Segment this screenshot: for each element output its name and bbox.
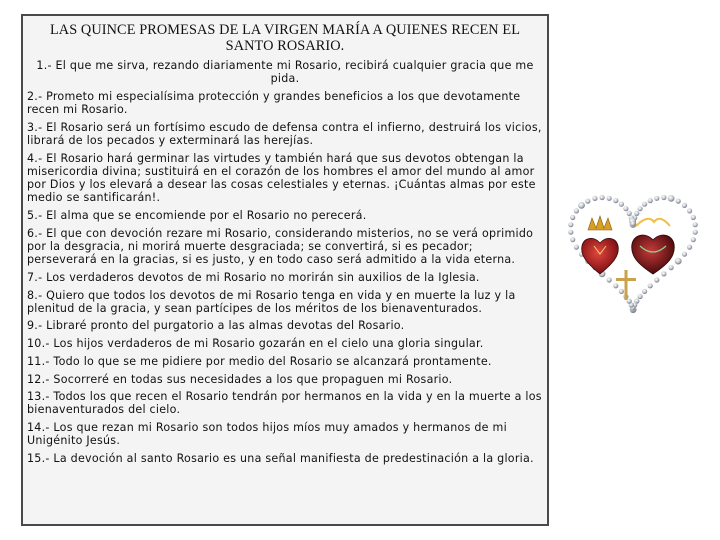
rosary-bead — [638, 294, 643, 299]
cross-icon — [616, 270, 636, 300]
rosary-bead — [568, 230, 573, 235]
rosary-bead — [630, 221, 635, 226]
promise-item: 9.- Libraré pronto del purgatorio a las almas devotas del Rosario. — [27, 319, 405, 333]
promise-item: 10.- Los hijos verdaderos de mi Rosario gozarán en el cielo una gloria singular. — [27, 337, 484, 351]
rosary-bead — [675, 258, 682, 265]
rosary-bead — [642, 202, 647, 207]
rosary-bead — [578, 202, 585, 209]
promise-item: 12.- Socorreré en todas sus necesidades a los que propaguen mi Rosario. — [27, 372, 453, 386]
rosary-bead — [661, 271, 666, 276]
rosary-bead — [574, 208, 579, 213]
rosary-bead — [654, 196, 659, 201]
rosary-bead — [570, 215, 575, 220]
document-title: LAS QUINCE PROMESAS DE LA VIRGEN MARÍA A QUIENES RECEN EL SANTO ROSARIO. — [49, 22, 521, 54]
rosary-bead — [574, 245, 579, 250]
rosary-bead — [648, 198, 653, 203]
rosary-bead — [568, 222, 573, 227]
rosary-bead — [691, 237, 696, 242]
rosary-bead — [682, 252, 687, 257]
rosary-bead — [682, 203, 687, 208]
rosary-hearts-icon — [558, 188, 708, 332]
rosary-bead — [691, 215, 696, 220]
rosary-bead — [600, 195, 605, 200]
rosary-bead — [642, 289, 647, 294]
promise-item: 15.- La devoción al santo Rosario es una señal manifiesta de predestinación a la gloria. — [27, 452, 534, 466]
promise-item: 1.- El que me sirva, rezando diariamente mi Rosario, recibirá cualquier gracia que me pida. — [36, 59, 534, 86]
promise-item: 5.- El alma que se encomiende por el Rosario no perecerá. — [27, 209, 367, 223]
promise-item: 8.- Quiero que todos los devotos de mi Rosario tenga en vida y en muerte la luz y la plenitud de la gracia, y sean partícipes de los méritos de los bienaventurados. — [27, 288, 516, 315]
rosary-hearts-icon — [558, 188, 708, 332]
rosary-bead — [634, 211, 639, 216]
rosary-bead — [613, 198, 618, 203]
promises-panel — [21, 14, 549, 526]
promise-item: 4.- El Rosario hará germinar las virtudes y también hará que sus devotos obtengan la misericordia divina; sustituirá en el corazón de los hombres el amor del mundo al amor por Dios y los elevará a desear las cosas celestiales y eternas. ¡Cuántas almas por este medio se santificarán!. — [27, 151, 536, 205]
promise-item: 13.- Todos los que recen el Rosario tendrán por hermanos en la vida y en la muerte a los bienaventurados del cielo. — [27, 390, 542, 417]
rosary-bead — [693, 222, 698, 227]
rosary-bead — [607, 196, 612, 201]
promise-item: 3.- El Rosario será un fortísimo escudo de defensa contra el infierno, destruirá los vicios, librará de los pecados y exterminará las herejías. — [27, 120, 542, 148]
promise-item: 2.- Prometo mi especialísima protección y grandes beneficios a los que devotamente recen mi Rosario. — [27, 89, 521, 117]
promise-item: 14.- Los que rezan mi Rosario son todos hijos míos muy amados y hermanos de mi Unigénito Jesús. — [27, 421, 507, 448]
rosary-bead — [648, 283, 653, 288]
rosary-bead — [592, 196, 597, 201]
rosary-bead — [693, 230, 698, 235]
rosary-bead — [585, 199, 590, 204]
rosary-bead — [619, 202, 624, 207]
rosary-bead — [669, 265, 674, 270]
rosary-bead — [654, 277, 659, 282]
rosary-bead — [638, 206, 643, 211]
rosary-bead — [687, 208, 692, 213]
promise-item: 6.- El que con devoción rezare mi Rosario, considerando misterios, no se verá oprimido por la desgracia, ni morirá muerte desgraciada; se convertirá, si es pecador; perseverará en la gracias, si es justo, y en todo caso será admitido a la vida eterna. — [27, 226, 534, 267]
rosary-bead — [623, 206, 628, 211]
rosary-bead — [676, 199, 681, 204]
promise-item: 11.- Todo lo que se me pidiere por medio del Rosario se alcanzará prontamente. — [27, 354, 492, 368]
rosary-bead — [607, 277, 612, 282]
rosary-bead — [613, 283, 618, 288]
rosary-bead — [570, 237, 575, 242]
promise-item: 7.- Los verdaderos devotos de mi Rosario no morirán sin auxilios de la Iglesia. — [27, 270, 480, 284]
immaculate-heart-icon — [632, 219, 675, 274]
rosary-bead — [668, 195, 675, 202]
sacred-heart-icon — [582, 216, 619, 274]
rosary-bead — [619, 289, 624, 294]
rosary-bead — [687, 245, 692, 250]
rosary-bead — [661, 195, 666, 200]
